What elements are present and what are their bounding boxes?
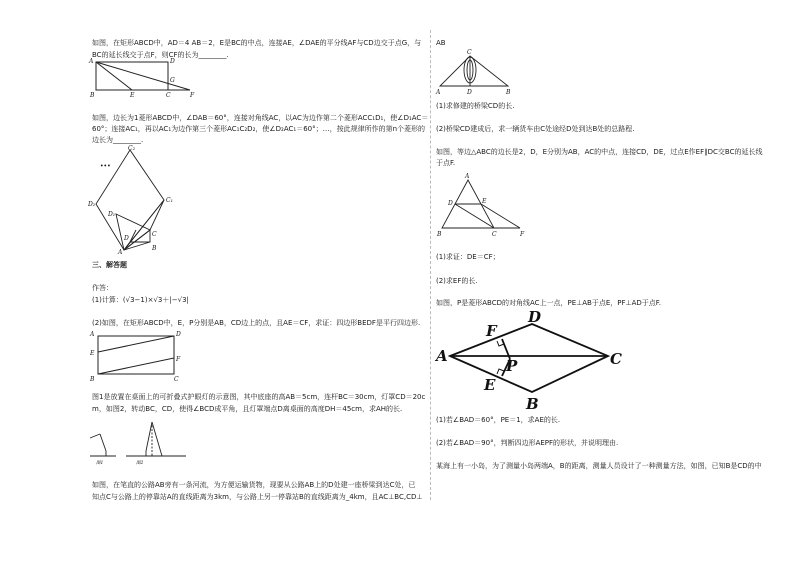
- figure-desk-lamp: [86, 418, 196, 468]
- figure-rectangle-bedf: [86, 330, 186, 382]
- question-3-text: (2)如图，在矩形ABCD中，E，P分别是AB，CD边上的点，且AE＝CF，求证：四边形BEDF是平行四边形.: [92, 319, 421, 327]
- question-2-text-line2: 60°；连接AC₁，再以AC₁为边作第三个菱形AC₁C₂D₂，使∠D₂AC₁＝60°；…，按此规律所作的第n个菱形的: [92, 125, 426, 133]
- fig3-label-e: E: [90, 350, 95, 357]
- question-7-text: 如图，P是菱形ABCD的对角线AC上一点，PE⊥AB于点E，PF⊥AD于点F.: [436, 299, 661, 307]
- figure-equilateral-triangle: [436, 172, 532, 238]
- fig6-label-e: E: [482, 198, 487, 205]
- fig2-label-c: C: [152, 231, 157, 238]
- question-6-text-line2: 于点F.: [436, 159, 456, 167]
- question-4-text-line2: m，如图2，转动BC，CD，使得∠BCD成平角，且灯罩端点D离桌面的高度DH＝45cm，求AH的长.: [92, 405, 403, 413]
- fig7-label-d: D: [528, 308, 542, 326]
- question-2-text-line3: 边长为________.: [92, 136, 144, 144]
- fig6-label-c: C: [492, 231, 497, 238]
- column-divider: [430, 30, 431, 500]
- fig7-label-p: P: [506, 357, 518, 375]
- fig7-label-b: B: [526, 395, 539, 413]
- fig7-label-e: E: [484, 376, 496, 394]
- fig2-label-d1: D₁: [108, 211, 116, 218]
- fig5-label-c: C: [467, 49, 472, 56]
- calc-question-1: (1)计算：(√3−1)×√3＋|−√3|: [92, 296, 189, 304]
- fig2-label-c2: C₂: [128, 145, 135, 152]
- question-5-text-line1: 如图，在笔直的公路AB旁有一条河流，为方便运输货物，现要从公路AB上的D处建一座桥梁到达C处，已: [92, 481, 416, 489]
- fig2-label-b: B: [152, 245, 157, 252]
- fig3-label-c: C: [174, 376, 179, 383]
- fig1-label-g: G: [170, 77, 175, 84]
- fig2-label-d2: D₂: [88, 201, 96, 208]
- fig3-label-b: B: [90, 376, 95, 383]
- fig2-label-d: D: [124, 235, 129, 242]
- fig6-label-f: F: [520, 231, 525, 238]
- fig5-label-d: D: [467, 89, 472, 96]
- fig1-label-c: C: [166, 92, 171, 99]
- fig1-label-a: A: [89, 58, 94, 65]
- calc-heading: 作答：: [92, 284, 113, 292]
- question-2-text-line1: 如图，边长为1菱形ABCD中，∠DAB＝60°，连接对角线AC，以AC为边作第二个菱形ACC₁D₁，使∠D₁AC＝: [92, 114, 429, 122]
- fig6-label-d: D: [448, 200, 453, 207]
- question-8-text: 某海上有一小岛，为了测量小岛两端A，B的距离，测量人员设计了一种测量方法，如图，已知B是CD的中: [436, 462, 762, 470]
- fig6-label-a: A: [465, 173, 470, 180]
- fig3-label-d: D: [176, 331, 181, 338]
- question-1-text-line1: 如图，在矩形ABCD中，AD＝4 AB＝2，E是BC的中点，连接AE，∠DAE的平分线AF与CD边交于点G，与: [92, 39, 422, 47]
- fig3-label-a: A: [90, 331, 95, 338]
- question-7-part-1: (1)若∠BAD＝60°，PE＝1，求AE的长.: [436, 416, 561, 424]
- fig2-label-a: A: [118, 249, 123, 256]
- fig1-label-d: D: [170, 58, 175, 65]
- question-1-text-line2: BC的延长线交于点F，则CF的长为________.: [92, 51, 229, 59]
- fig1-label-f: F: [190, 92, 195, 99]
- figure-rhombus-abcd: [436, 308, 626, 412]
- fig2-ellipsis: •••: [100, 163, 111, 170]
- figure-bridge-triangle: [436, 48, 512, 96]
- fig5-label-a: A: [436, 89, 441, 96]
- question-5-continuation: AB: [436, 39, 446, 47]
- fig2-label-c1: C₁: [166, 197, 173, 204]
- fig6-label-b: B: [437, 231, 442, 238]
- fig1-label-b: B: [90, 92, 95, 99]
- question-6-part-1: (1)求证：DE＝CF；: [436, 253, 500, 261]
- fig3-label-f: F: [176, 356, 181, 363]
- fig4-caption-1: 图1: [96, 461, 104, 466]
- fig7-label-c: C: [610, 350, 622, 368]
- question-6-part-2: (2)求EF的长.: [436, 277, 478, 285]
- figure-rhombus-sequence: [86, 146, 196, 254]
- question-5-part-2: (2)桥梁CD建成后，求一辆货车由C处途经D处到达B处的总路程.: [436, 125, 635, 133]
- question-5-part-1: (1)求修建的桥梁CD的长.: [436, 102, 515, 110]
- fig4-caption-2: 图2: [136, 461, 144, 466]
- question-7-part-2: (2)若∠BAD＝90°，判断四边形AEPF的形状，并说明理由.: [436, 439, 619, 447]
- fig7-label-a: A: [436, 347, 448, 365]
- question-4-text-line1: 图1是放置在桌面上的可折叠式护眼灯的示意图，其中底座的高AB＝5cm，连杆BC＝30cm，灯罩CD＝20c: [92, 393, 426, 401]
- question-5-text-line2: 知点C与公路上的停靠站A的直线距离为3km，与公路上另一停靠站B的直线距离为_4km，且AC⊥BC,CD⊥: [92, 493, 423, 501]
- fig7-label-f: F: [486, 322, 497, 340]
- question-6-text-line1: 如图，等边△ABC的边长是2，D，E分别为AB，AC的中点，连接CD，DE，过点E作EF∥DC交BC的延长线: [436, 148, 763, 156]
- section-heading: 三、解答题: [92, 261, 127, 269]
- figure-rectangle-abcd: [86, 58, 206, 98]
- fig5-label-b: B: [506, 89, 511, 96]
- fig1-label-e: E: [130, 92, 135, 99]
